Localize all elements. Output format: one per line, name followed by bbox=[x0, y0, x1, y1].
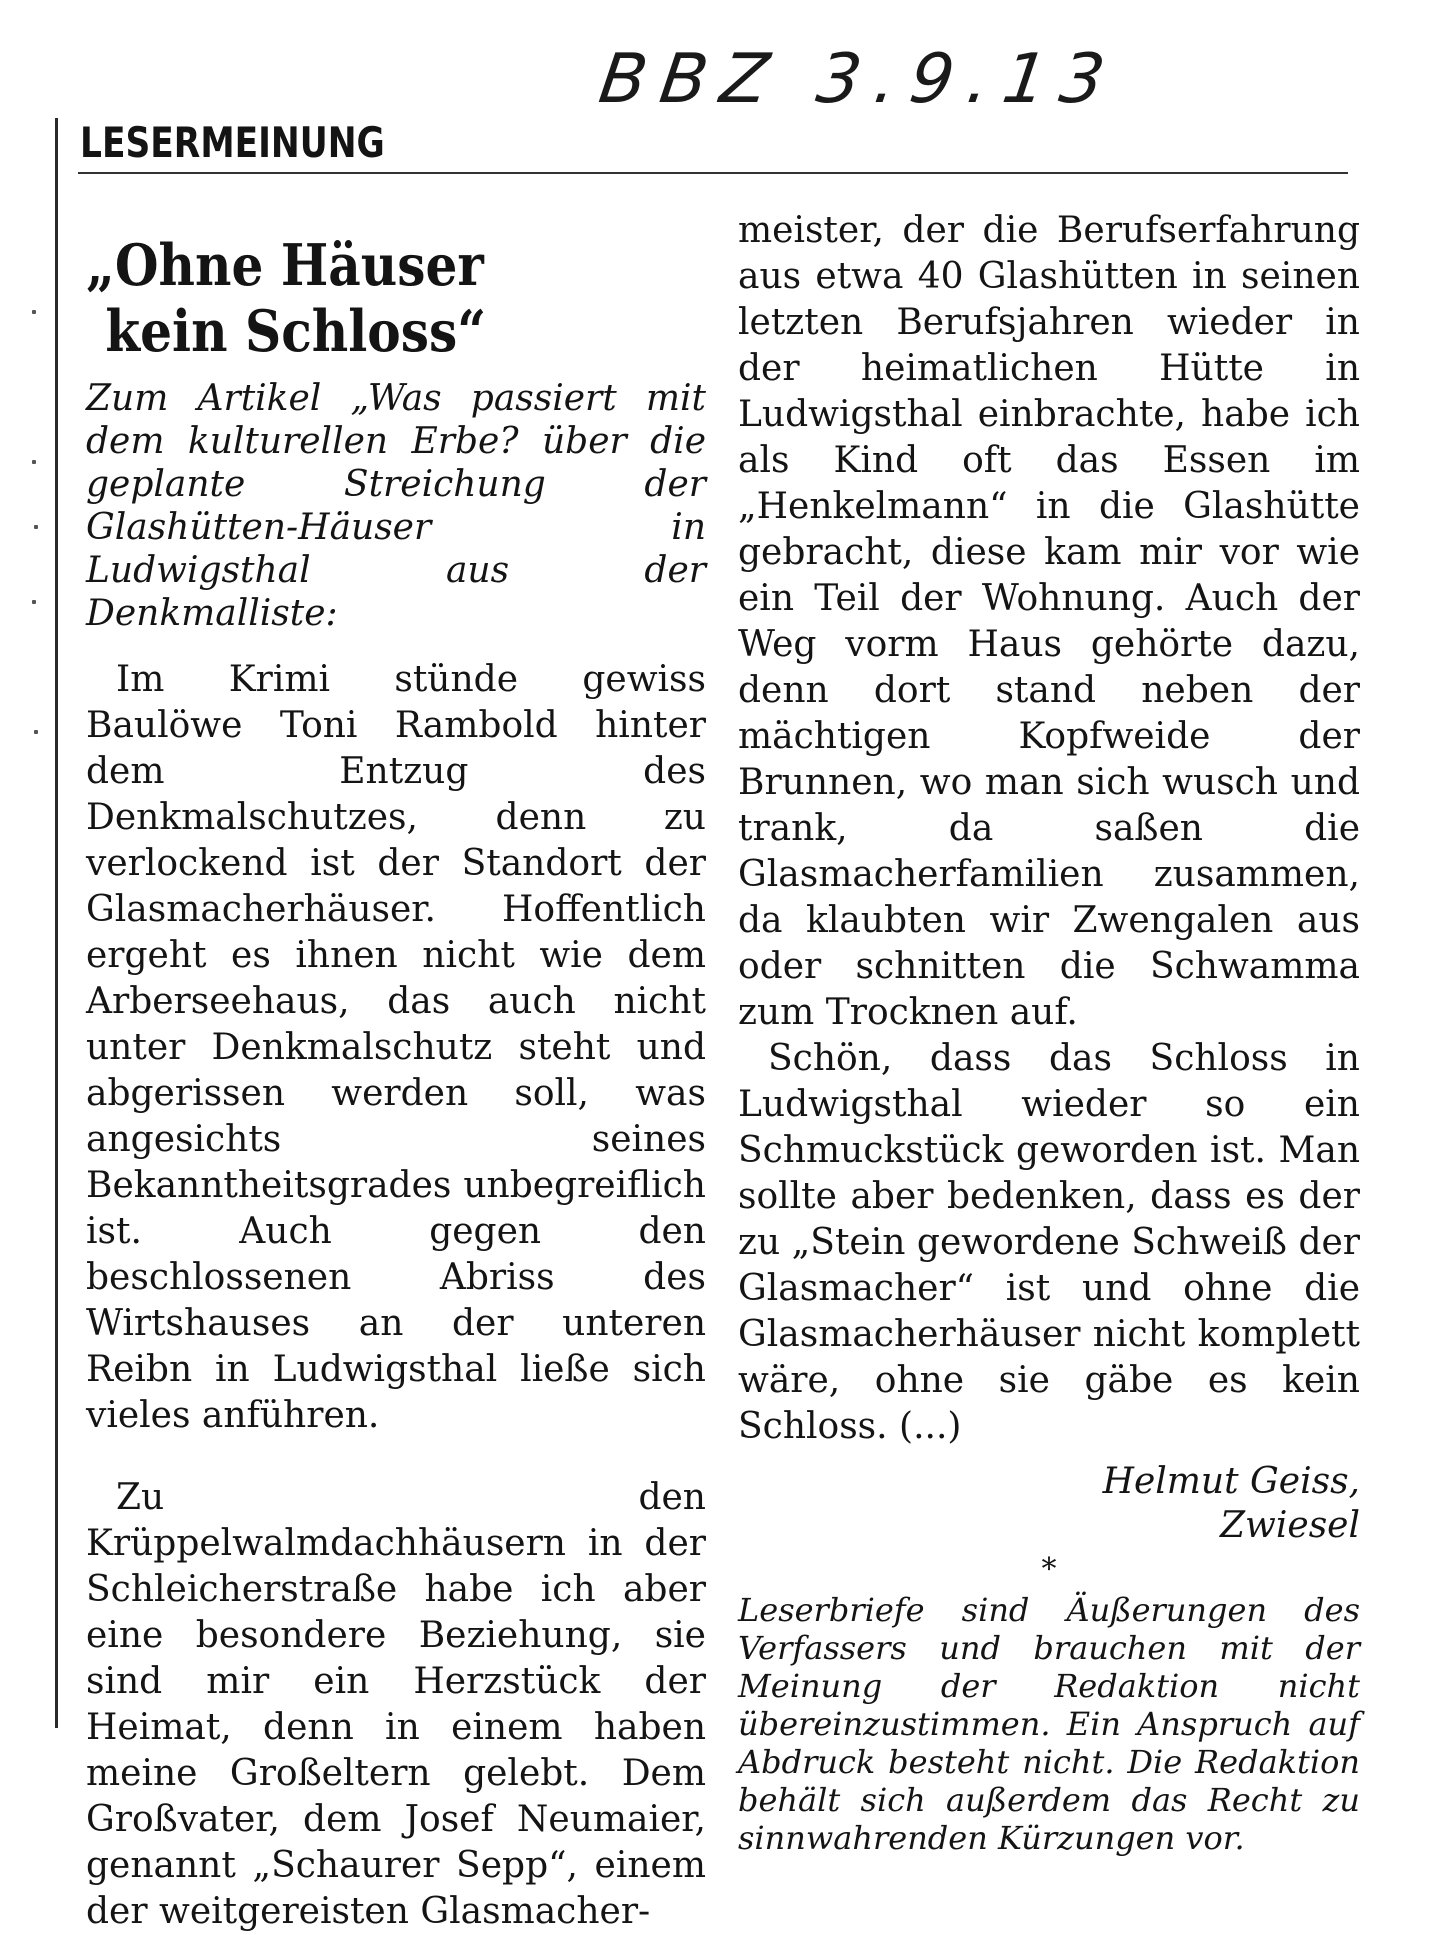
body-paragraph-2: Zu den Krüppelwalmdachhäusern in der Schleicherstraße habe ich aber eine besondere Beziehung, sie sind mir ein Herzstück der Heimat, denn in einem haben meine Großeltern gelebt. Dem Großvater, dem Josef Neumaier, genannt „Schaurer Sepp“, einem der weitgereisten Glasmacher- bbox=[86, 1477, 706, 1932]
headline-line-2: kein Schloss“ bbox=[105, 298, 487, 365]
article-intro: Zum Artikel „Was passiert mit dem kulturellen Erbe? über die geplante Streichung der Glashütten-Häuser in Ludwigsthal aus der Denkmalliste: bbox=[86, 378, 706, 634]
separator-asterisk: * bbox=[1041, 1552, 1057, 1587]
article-column-left bbox=[86, 205, 706, 1935]
author-place: Zwiesel bbox=[1220, 1505, 1360, 1546]
article-column-right bbox=[738, 208, 1360, 1857]
column-rule-left bbox=[55, 118, 58, 1728]
body-paragraph-3: meister, der die Berufserfahrung aus etwa 40 Glashütten in seinen letzten Berufsjahren wieder in der heimatlichen Hütte in Ludwigsthal einbrachte, habe ich als Kind oft das Essen im „Henkelmann“ in die Glashütte gebracht, diese kam mir vor wie ein Teil der Wohnung. Auch der Weg vorm Haus gehörte dazu, denn dort stand neben der mächtigen Kopfweide der Brunnen, wo man sich wusch und trank, da saßen die Glasmacherfamilien zusammen, da klaubten wir Zwengalen aus oder schnitten die Schwamma zum Trocknen auf. bbox=[738, 210, 1360, 1033]
section-divider bbox=[78, 172, 1348, 174]
headline-line-1: „Ohne Häuser bbox=[86, 232, 484, 299]
body-paragraph-4: Schön, dass das Schloss in Ludwigsthal wieder so ein Schmuckstück geworden ist. Man sollte aber bedenken, dass es der zu „Stein gewordene Schweiß der Glasmacher“ ist und ohne die Glasmacherhäuser nicht komplett wäre, ohne sie gäbe es kein Schloss. (...) bbox=[738, 1038, 1360, 1447]
editorial-disclaimer: Leserbriefe sind Äußerungen des Verfassers und brauchen mit der Meinung der Redaktion nicht übereinzustimmen. Ein Anspruch auf Abdruck besteht nicht. Die Redaktion behält sich außerdem das Recht zu sinnwahrenden Kürzungen vor. bbox=[738, 1591, 1360, 1857]
article-headline bbox=[86, 233, 632, 365]
author-name: Helmut Geiss, bbox=[1102, 1461, 1360, 1502]
body-paragraph-1: Im Krimi stünde gewiss Baulöwe Toni Rambold hinter dem Entzug des Denkmalschutzes, denn zu verlockend ist der Standort der Glasmacherhäuser. Hoffentlich ergeht es ihnen nicht wie dem Arberseehaus, das auch nicht unter Denkmalschutz steht und abgerissen werden soll, was angesichts seines Bekanntheitsgrades unbegreiflich ist. Auch gegen den beschlossenen Abriss des Wirtshauses an der unteren Reibn in Ludwigsthal ließe sich vieles anführen. bbox=[86, 659, 706, 1436]
handwritten-date-annotation: BBZ 3.9.13 bbox=[594, 40, 1124, 119]
margin-scan-marks bbox=[28, 310, 48, 740]
section-label: LESERMEINUNG bbox=[80, 118, 385, 167]
